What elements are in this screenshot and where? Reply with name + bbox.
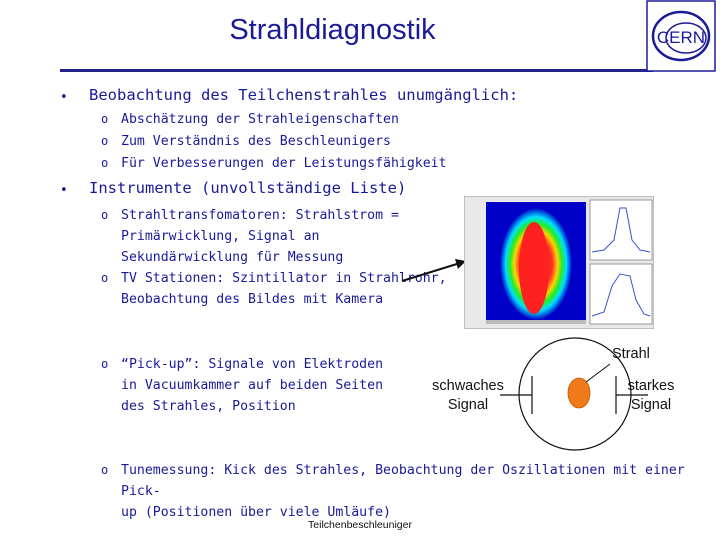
- instrument-line: up (Positionen über viele Umläufe): [121, 505, 391, 520]
- beam-cross-section: [568, 378, 590, 408]
- instrument-transformers: [121, 205, 399, 268]
- footer-label: Teilchenbeschleuniger: [308, 519, 412, 531]
- strong-signal-line: Signal: [630, 397, 672, 413]
- bullet-dot: •: [60, 90, 68, 105]
- sub-item-understanding: Zum Verständnis des Beschleunigers: [121, 134, 391, 149]
- instrument-line: Beobachtung des Bildes mit Kamera: [121, 292, 384, 307]
- strong-signal-line: starkes: [627, 378, 675, 394]
- weak-signal-line: schwaches: [432, 378, 504, 394]
- instrument-line: “Pick-up”: Signale von Elektroden: [121, 357, 384, 372]
- sub-item-improvement: Für Verbesserungen der Leistungsfähigkeit: [121, 156, 447, 171]
- instrument-line: in Vacuumkammer auf beiden Seiten: [121, 378, 384, 393]
- instrument-line: Tunemessung: Kick des Strahles, Beobachtung der Oszillationen mit einer Pick-: [121, 463, 685, 499]
- instrument-line: des Strahles, Position: [121, 399, 296, 414]
- instrument-pickup: [121, 354, 383, 417]
- sub-bullet-marker: o: [101, 463, 109, 477]
- sub-bullet-marker: o: [101, 134, 109, 148]
- beam-label: Strahl: [612, 346, 650, 362]
- sub-item-estimation: Abschätzung der Strahleigenschaften: [121, 112, 399, 127]
- instrument-line: Strahltransfomatoren: Strahlstrom =: [121, 208, 399, 223]
- weak-signal-label: [425, 377, 511, 415]
- sub-bullet-marker: o: [101, 156, 109, 170]
- beam-label-pointer: [586, 364, 610, 382]
- sub-bullet-marker: o: [101, 208, 109, 222]
- bullet-instruments: Instrumente (unvollständige Liste): [89, 179, 407, 197]
- title-divider: [60, 69, 653, 72]
- instrument-line: TV Stationen: Szintillator in Strahlrohr,: [121, 271, 447, 286]
- tv-station-screenshot: [464, 196, 654, 329]
- sub-bullet-marker: o: [101, 112, 109, 126]
- instrument-line: Sekundärwicklung für Messung: [121, 250, 344, 265]
- instrument-tune-measurement: [121, 460, 720, 523]
- cern-logo: [646, 0, 716, 72]
- arrow-icon: [400, 255, 470, 285]
- cern-logo-text: CERN: [656, 28, 706, 47]
- weak-signal-line: Signal: [447, 397, 489, 413]
- bullet-dot: •: [60, 183, 68, 198]
- bullet-observation: Beobachtung des Teilchenstrahles unumgänglich:: [89, 86, 519, 104]
- sub-bullet-marker: o: [101, 357, 109, 371]
- sub-bullet-marker: o: [101, 271, 109, 285]
- instrument-tv-stations: [121, 268, 447, 310]
- strong-signal-label: [614, 377, 688, 415]
- instrument-line: Primärwicklung, Signal an: [121, 229, 320, 244]
- page-title: Strahldiagnostik: [229, 14, 436, 46]
